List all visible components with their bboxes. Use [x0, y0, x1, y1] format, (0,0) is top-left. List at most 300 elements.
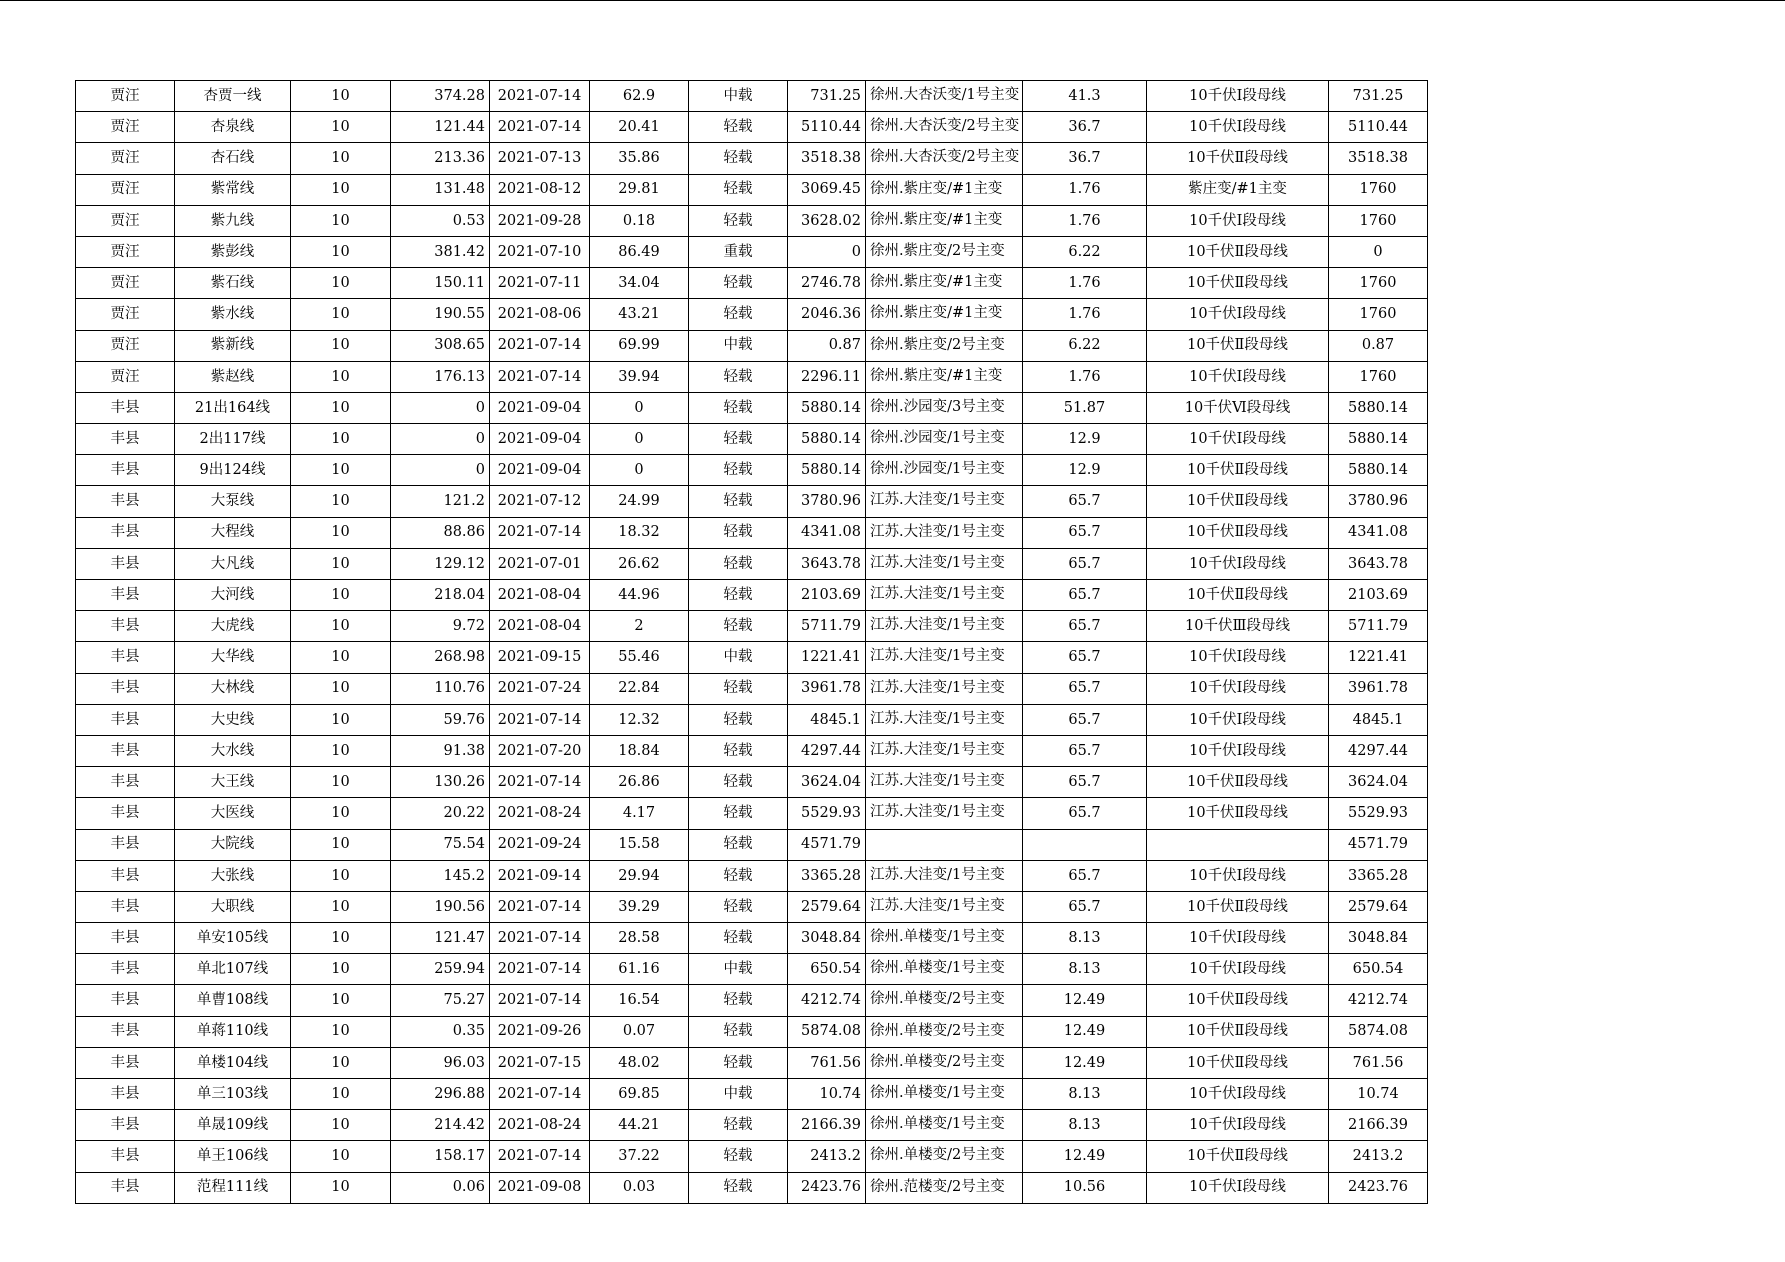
cell-available-capacity: 0 [1329, 236, 1428, 267]
cell-voltage: 10 [291, 517, 391, 548]
cell-available-capacity: 3961.78 [1329, 673, 1428, 704]
cell-load-status: 轻载 [689, 517, 788, 548]
cell-line-name: 大河线 [175, 580, 291, 611]
table-row [76, 798, 1428, 829]
cell-load-rate: 18.32 [590, 517, 689, 548]
substation-text: 徐州.紫庄变/#1主变 [870, 305, 1003, 322]
table-row [76, 268, 1428, 299]
cell-load-rate: 69.99 [590, 330, 689, 361]
table-row [76, 673, 1428, 704]
cell-transformer-rate: 12.49 [1023, 1016, 1147, 1047]
cell-date: 2021-07-14 [490, 891, 590, 922]
substation-text: 江苏.大洼变/1号主变 [870, 710, 1005, 727]
substation-text: 徐州.单楼变/1号主变 [870, 1116, 1005, 1133]
cell-voltage: 10 [291, 704, 391, 735]
cell-current-value: 88.86 [391, 517, 490, 548]
cell-voltage: 10 [291, 174, 391, 205]
table-row [76, 1141, 1428, 1172]
cell-bus-section: 10千伏Ⅰ段母线 [1147, 673, 1329, 704]
cell-substation [866, 486, 1023, 517]
cell-bus-section: 10千伏Ⅱ段母线 [1147, 1047, 1329, 1078]
cell-region: 丰县 [76, 642, 175, 673]
cell-transformer-rate: 6.22 [1023, 330, 1147, 361]
cell-date: 2021-08-06 [490, 299, 590, 330]
cell-load-rate: 0.18 [590, 205, 689, 236]
cell-bus-section: 10千伏Ⅱ段母线 [1147, 798, 1329, 829]
cell-region: 贾汪 [76, 299, 175, 330]
cell-load-status: 轻载 [689, 424, 788, 455]
cell-date: 2021-07-14 [490, 81, 590, 112]
cell-load-status: 轻载 [689, 704, 788, 735]
cell-available-capacity: 4341.08 [1329, 517, 1428, 548]
cell-current-value: 75.54 [391, 829, 490, 860]
cell-current-value: 59.76 [391, 704, 490, 735]
cell-current-value: 268.98 [391, 642, 490, 673]
cell-load-rate: 16.54 [590, 985, 689, 1016]
cell-remaining-capacity: 5529.93 [788, 798, 866, 829]
cell-remaining-capacity: 3643.78 [788, 548, 866, 579]
cell-transformer-rate: 65.7 [1023, 767, 1147, 798]
cell-voltage: 10 [291, 860, 391, 891]
cell-transformer-rate: 65.7 [1023, 611, 1147, 642]
cell-substation [866, 829, 1023, 860]
cell-load-rate: 20.41 [590, 112, 689, 143]
table-row [76, 143, 1428, 174]
cell-load-status: 轻载 [689, 112, 788, 143]
cell-substation [866, 580, 1023, 611]
cell-load-status: 轻载 [689, 767, 788, 798]
cell-load-rate: 24.99 [590, 486, 689, 517]
cell-remaining-capacity: 5880.14 [788, 455, 866, 486]
cell-line-name: 大史线 [175, 704, 291, 735]
table-row [76, 1016, 1428, 1047]
cell-remaining-capacity: 3518.38 [788, 143, 866, 174]
cell-region: 丰县 [76, 392, 175, 423]
cell-substation [866, 642, 1023, 673]
table-row [76, 486, 1428, 517]
cell-load-status: 轻载 [689, 455, 788, 486]
cell-load-rate: 0 [590, 424, 689, 455]
table-row [76, 392, 1428, 423]
substation-text: 江苏.大洼变/1号主变 [870, 617, 1005, 634]
cell-date: 2021-07-11 [490, 268, 590, 299]
cell-load-rate: 0 [590, 392, 689, 423]
cell-voltage: 10 [291, 424, 391, 455]
cell-load-status: 轻载 [689, 580, 788, 611]
cell-current-value: 121.2 [391, 486, 490, 517]
cell-transformer-rate: 65.7 [1023, 548, 1147, 579]
cell-bus-section: 10千伏Ⅰ段母线 [1147, 923, 1329, 954]
cell-transformer-rate: 8.13 [1023, 954, 1147, 985]
cell-substation [866, 954, 1023, 985]
cell-substation [866, 735, 1023, 766]
cell-region: 贾汪 [76, 236, 175, 267]
cell-available-capacity: 3643.78 [1329, 548, 1428, 579]
cell-remaining-capacity: 1221.41 [788, 642, 866, 673]
cell-bus-section: 10千伏Ⅰ段母线 [1147, 81, 1329, 112]
cell-voltage: 10 [291, 673, 391, 704]
cell-load-status: 轻载 [689, 798, 788, 829]
cell-current-value: 158.17 [391, 1141, 490, 1172]
cell-remaining-capacity: 4297.44 [788, 735, 866, 766]
table-row [76, 361, 1428, 392]
table-row [76, 517, 1428, 548]
table-row [76, 1172, 1428, 1203]
cell-transformer-rate: 6.22 [1023, 236, 1147, 267]
cell-remaining-capacity: 3624.04 [788, 767, 866, 798]
cell-remaining-capacity: 2579.64 [788, 891, 866, 922]
cell-bus-section: 10千伏Ⅱ段母线 [1147, 580, 1329, 611]
cell-date: 2021-09-15 [490, 642, 590, 673]
table-row [76, 891, 1428, 922]
substation-text: 徐州.紫庄变/#1主变 [870, 274, 1003, 291]
cell-remaining-capacity: 2746.78 [788, 268, 866, 299]
cell-date: 2021-07-10 [490, 236, 590, 267]
substation-text: 江苏.大洼变/1号主变 [870, 897, 1005, 914]
cell-substation [866, 174, 1023, 205]
cell-remaining-capacity: 5880.14 [788, 392, 866, 423]
cell-date: 2021-08-24 [490, 798, 590, 829]
cell-substation [866, 1110, 1023, 1141]
cell-load-rate: 39.94 [590, 361, 689, 392]
substation-text: 徐州.紫庄变/2号主变 [870, 242, 1005, 259]
cell-remaining-capacity: 10.74 [788, 1079, 866, 1110]
cell-bus-section: 10千伏Ⅲ段母线 [1147, 611, 1329, 642]
cell-voltage: 10 [291, 611, 391, 642]
cell-date: 2021-07-12 [490, 486, 590, 517]
substation-text: 徐州.单楼变/1号主变 [870, 929, 1005, 946]
cell-available-capacity: 3780.96 [1329, 486, 1428, 517]
cell-load-rate: 35.86 [590, 143, 689, 174]
cell-load-rate: 2 [590, 611, 689, 642]
cell-region: 贾汪 [76, 205, 175, 236]
cell-bus-section [1147, 829, 1329, 860]
cell-transformer-rate: 12.49 [1023, 985, 1147, 1016]
cell-date: 2021-08-04 [490, 580, 590, 611]
cell-line-name: 单安105线 [175, 923, 291, 954]
cell-available-capacity: 10.74 [1329, 1079, 1428, 1110]
cell-line-name: 大水线 [175, 735, 291, 766]
substation-text: 徐州.单楼变/2号主变 [870, 1053, 1005, 1070]
cell-voltage: 10 [291, 1141, 391, 1172]
cell-date: 2021-07-14 [490, 954, 590, 985]
cell-bus-section: 10千伏Ⅱ段母线 [1147, 455, 1329, 486]
cell-bus-section: 10千伏Ⅱ段母线 [1147, 268, 1329, 299]
cell-transformer-rate: 65.7 [1023, 517, 1147, 548]
cell-substation [866, 923, 1023, 954]
cell-voltage: 10 [291, 81, 391, 112]
cell-load-status: 中载 [689, 81, 788, 112]
cell-region: 丰县 [76, 704, 175, 735]
cell-bus-section: 10千伏Ⅰ段母线 [1147, 954, 1329, 985]
cell-remaining-capacity: 2103.69 [788, 580, 866, 611]
cell-voltage: 10 [291, 112, 391, 143]
cell-transformer-rate: 1.76 [1023, 174, 1147, 205]
cell-bus-section: 10千伏Ⅱ段母线 [1147, 330, 1329, 361]
cell-remaining-capacity: 5711.79 [788, 611, 866, 642]
cell-load-rate: 26.62 [590, 548, 689, 579]
cell-bus-section: 紫庄变/#1主变 [1147, 174, 1329, 205]
cell-region: 丰县 [76, 611, 175, 642]
cell-date: 2021-07-14 [490, 923, 590, 954]
cell-region: 贾汪 [76, 361, 175, 392]
cell-date: 2021-08-24 [490, 1110, 590, 1141]
cell-bus-section: 10千伏Ⅱ段母线 [1147, 1141, 1329, 1172]
cell-load-status: 中载 [689, 954, 788, 985]
cell-bus-section: 10千伏Ⅱ段母线 [1147, 517, 1329, 548]
cell-available-capacity: 5110.44 [1329, 112, 1428, 143]
cell-voltage: 10 [291, 299, 391, 330]
cell-bus-section: 10千伏Ⅰ段母线 [1147, 860, 1329, 891]
cell-current-value: 0 [391, 424, 490, 455]
cell-current-value: 218.04 [391, 580, 490, 611]
cell-line-name: 大林线 [175, 673, 291, 704]
cell-line-name: 2出117线 [175, 424, 291, 455]
cell-region: 丰县 [76, 985, 175, 1016]
cell-current-value: 214.42 [391, 1110, 490, 1141]
cell-current-value: 176.13 [391, 361, 490, 392]
cell-region: 丰县 [76, 829, 175, 860]
cell-line-name: 紫常线 [175, 174, 291, 205]
cell-available-capacity: 1760 [1329, 299, 1428, 330]
cell-load-status: 轻载 [689, 1016, 788, 1047]
cell-current-value: 190.56 [391, 891, 490, 922]
cell-remaining-capacity: 3365.28 [788, 860, 866, 891]
cell-remaining-capacity: 5880.14 [788, 424, 866, 455]
cell-load-status: 轻载 [689, 735, 788, 766]
cell-current-value: 190.55 [391, 299, 490, 330]
cell-load-rate: 29.94 [590, 860, 689, 891]
cell-transformer-rate: 65.7 [1023, 798, 1147, 829]
cell-voltage: 10 [291, 1079, 391, 1110]
cell-available-capacity: 1221.41 [1329, 642, 1428, 673]
substation-text: 江苏.大洼变/1号主变 [870, 586, 1005, 602]
cell-voltage: 10 [291, 392, 391, 423]
table-row [76, 704, 1428, 735]
cell-current-value: 75.27 [391, 985, 490, 1016]
cell-voltage: 10 [291, 486, 391, 517]
cell-available-capacity: 4571.79 [1329, 829, 1428, 860]
cell-bus-section: 10千伏Ⅰ段母线 [1147, 361, 1329, 392]
cell-voltage: 10 [291, 1047, 391, 1078]
cell-available-capacity: 5880.14 [1329, 455, 1428, 486]
substation-text: 徐州.紫庄变/#1主变 [870, 180, 1003, 197]
cell-date: 2021-07-14 [490, 704, 590, 735]
table-row [76, 642, 1428, 673]
cell-region: 丰县 [76, 517, 175, 548]
cell-substation [866, 1079, 1023, 1110]
cell-voltage: 10 [291, 798, 391, 829]
cell-substation [866, 424, 1023, 455]
cell-remaining-capacity: 2413.2 [788, 1141, 866, 1172]
cell-current-value: 145.2 [391, 860, 490, 891]
substation-text: 江苏.大洼变/1号主变 [870, 648, 1005, 665]
cell-available-capacity: 2166.39 [1329, 1110, 1428, 1141]
cell-available-capacity: 3365.28 [1329, 860, 1428, 891]
cell-line-name: 大王线 [175, 767, 291, 798]
cell-line-name: 大凡线 [175, 548, 291, 579]
cell-bus-section: 10千伏Ⅰ段母线 [1147, 205, 1329, 236]
substation-text: 徐州.范楼变/2号主变 [870, 1178, 1005, 1195]
cell-region: 丰县 [76, 424, 175, 455]
cell-load-status: 中载 [689, 1079, 788, 1110]
cell-load-rate: 0.03 [590, 1172, 689, 1203]
cell-date: 2021-07-14 [490, 767, 590, 798]
cell-line-name: 9出124线 [175, 455, 291, 486]
cell-load-status: 轻载 [689, 1047, 788, 1078]
cell-substation [866, 548, 1023, 579]
cell-voltage: 10 [291, 642, 391, 673]
cell-line-name: 单北107线 [175, 954, 291, 985]
cell-remaining-capacity: 4571.79 [788, 829, 866, 860]
cell-load-status: 轻载 [689, 361, 788, 392]
cell-transformer-rate: 65.7 [1023, 860, 1147, 891]
table-row [76, 299, 1428, 330]
cell-line-name: 大医线 [175, 798, 291, 829]
cell-substation [866, 361, 1023, 392]
table-row [76, 174, 1428, 205]
cell-remaining-capacity: 3069.45 [788, 174, 866, 205]
cell-load-rate: 48.02 [590, 1047, 689, 1078]
cell-current-value: 130.26 [391, 767, 490, 798]
cell-load-rate: 55.46 [590, 642, 689, 673]
cell-load-rate: 29.81 [590, 174, 689, 205]
cell-available-capacity: 2413.2 [1329, 1141, 1428, 1172]
cell-voltage: 10 [291, 236, 391, 267]
cell-transformer-rate: 65.7 [1023, 486, 1147, 517]
cell-date: 2021-09-04 [490, 392, 590, 423]
table-row [76, 236, 1428, 267]
cell-remaining-capacity: 2423.76 [788, 1172, 866, 1203]
cell-substation [866, 112, 1023, 143]
cell-load-rate: 28.58 [590, 923, 689, 954]
table-row [76, 81, 1428, 112]
cell-line-name: 大张线 [175, 860, 291, 891]
cell-date: 2021-07-14 [490, 517, 590, 548]
table-row [76, 1110, 1428, 1141]
substation-text: 徐州.大杏沃变/1号主变 [870, 87, 1020, 103]
cell-voltage: 10 [291, 455, 391, 486]
cell-substation [866, 1172, 1023, 1203]
cell-date: 2021-09-08 [490, 1172, 590, 1203]
cell-current-value: 381.42 [391, 236, 490, 267]
cell-current-value: 150.11 [391, 268, 490, 299]
cell-remaining-capacity: 4212.74 [788, 985, 866, 1016]
cell-voltage: 10 [291, 548, 391, 579]
table-row [76, 985, 1428, 1016]
cell-load-status: 轻载 [689, 486, 788, 517]
cell-available-capacity: 4212.74 [1329, 985, 1428, 1016]
cell-remaining-capacity: 2166.39 [788, 1110, 866, 1141]
cell-load-status: 轻载 [689, 891, 788, 922]
cell-voltage: 10 [291, 767, 391, 798]
cell-load-rate: 12.32 [590, 704, 689, 735]
cell-bus-section: 10千伏Ⅱ段母线 [1147, 143, 1329, 174]
cell-line-name: 杏泉线 [175, 112, 291, 143]
cell-transformer-rate: 1.76 [1023, 268, 1147, 299]
cell-substation [866, 860, 1023, 891]
cell-remaining-capacity: 3628.02 [788, 205, 866, 236]
cell-region: 贾汪 [76, 81, 175, 112]
cell-region: 贾汪 [76, 268, 175, 299]
cell-substation [866, 81, 1023, 112]
cell-transformer-rate: 65.7 [1023, 735, 1147, 766]
cell-load-rate: 4.17 [590, 798, 689, 829]
cell-region: 丰县 [76, 673, 175, 704]
cell-region: 贾汪 [76, 143, 175, 174]
cell-region: 丰县 [76, 455, 175, 486]
cell-available-capacity: 650.54 [1329, 954, 1428, 985]
table-row [76, 330, 1428, 361]
cell-date: 2021-07-13 [490, 143, 590, 174]
cell-substation [866, 767, 1023, 798]
table-row [76, 860, 1428, 891]
cell-date: 2021-08-04 [490, 611, 590, 642]
cell-current-value: 121.47 [391, 923, 490, 954]
cell-available-capacity: 1760 [1329, 205, 1428, 236]
cell-load-status: 轻载 [689, 985, 788, 1016]
substation-text: 江苏.大洼变/1号主变 [870, 741, 1005, 758]
substation-text: 徐州.沙园变/1号主变 [870, 430, 1005, 447]
cell-available-capacity: 2579.64 [1329, 891, 1428, 922]
substation-text: 徐州.单楼变/1号主变 [870, 960, 1005, 977]
cell-transformer-rate: 12.9 [1023, 424, 1147, 455]
table-row [76, 548, 1428, 579]
cell-line-name: 紫石线 [175, 268, 291, 299]
cell-transformer-rate: 8.13 [1023, 923, 1147, 954]
table-row [76, 954, 1428, 985]
cell-line-name: 单晟109线 [175, 1110, 291, 1141]
cell-substation [866, 143, 1023, 174]
cell-load-status: 中载 [689, 330, 788, 361]
cell-remaining-capacity: 0 [788, 236, 866, 267]
substation-text: 徐州.紫庄变/2号主变 [870, 336, 1005, 353]
cell-region: 丰县 [76, 580, 175, 611]
cell-available-capacity: 5874.08 [1329, 1016, 1428, 1047]
cell-line-name: 范程111线 [175, 1172, 291, 1203]
cell-transformer-rate: 8.13 [1023, 1079, 1147, 1110]
substation-text [870, 833, 1020, 860]
cell-date: 2021-07-14 [490, 112, 590, 143]
cell-date: 2021-07-14 [490, 1141, 590, 1172]
cell-load-rate: 18.84 [590, 735, 689, 766]
cell-voltage: 10 [291, 954, 391, 985]
table-row [76, 767, 1428, 798]
cell-line-name: 大院线 [175, 829, 291, 860]
cell-date: 2021-09-04 [490, 424, 590, 455]
cell-remaining-capacity: 3780.96 [788, 486, 866, 517]
cell-bus-section: 10千伏Ⅰ段母线 [1147, 548, 1329, 579]
cell-bus-section: 10千伏Ⅰ段母线 [1147, 1172, 1329, 1203]
cell-line-name: 紫彭线 [175, 236, 291, 267]
cell-voltage: 10 [291, 205, 391, 236]
cell-load-rate: 62.9 [590, 81, 689, 112]
cell-substation [866, 798, 1023, 829]
cell-available-capacity: 4297.44 [1329, 735, 1428, 766]
substation-text: 徐州.单楼变/1号主变 [870, 1085, 1005, 1101]
cell-line-name: 大职线 [175, 891, 291, 922]
cell-region: 丰县 [76, 923, 175, 954]
cell-load-rate: 15.58 [590, 829, 689, 860]
cell-bus-section: 10千伏Ⅵ段母线 [1147, 392, 1329, 423]
cell-region: 丰县 [76, 798, 175, 829]
cell-substation [866, 1141, 1023, 1172]
table-row [76, 923, 1428, 954]
cell-load-rate: 44.96 [590, 580, 689, 611]
cell-substation [866, 268, 1023, 299]
cell-bus-section: 10千伏Ⅰ段母线 [1147, 1110, 1329, 1141]
cell-substation [866, 1047, 1023, 1078]
